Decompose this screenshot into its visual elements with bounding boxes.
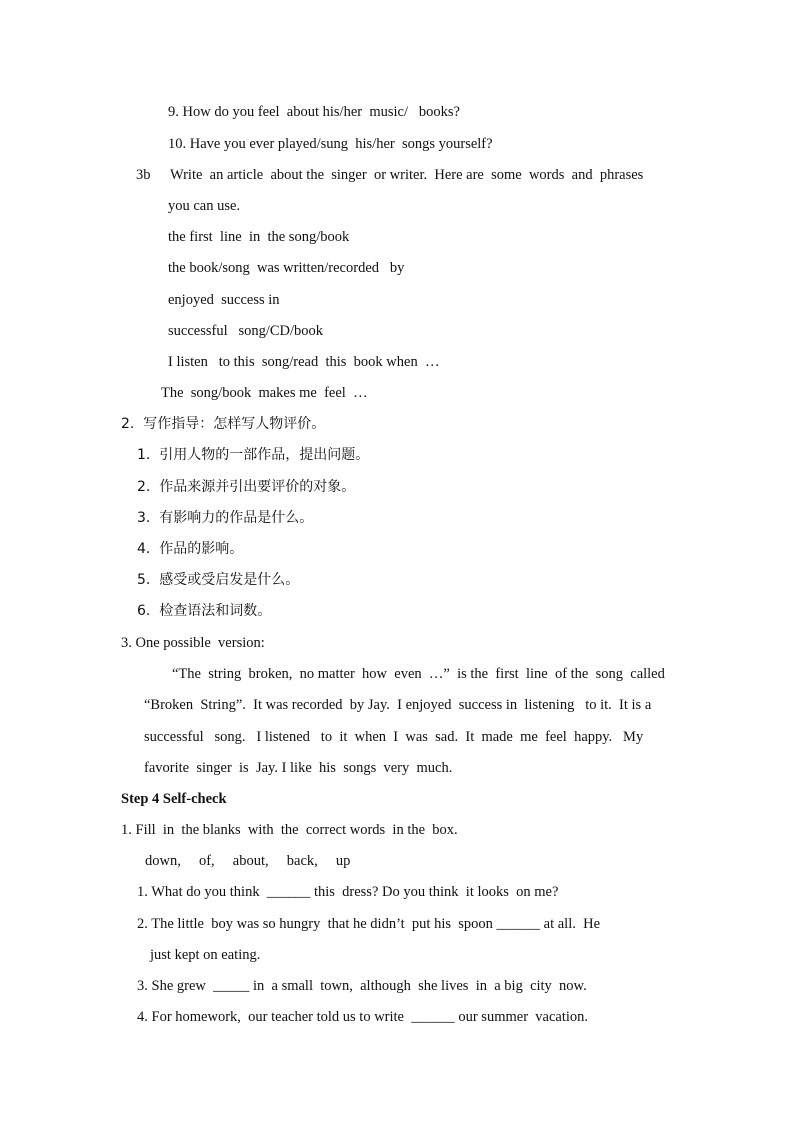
phrase-2: the book/song was written/recorded by — [168, 260, 405, 276]
fill-question-3: 3. She grew _____ in a small town, although she lives in a big city now. — [137, 978, 587, 994]
version-line-1: “The string broken, no matter how even …” is the first line of the song called — [172, 666, 665, 682]
writing-guide-item-3: 3. 有影响力的作品是什么。 — [137, 510, 314, 526]
phrase-6: The song/book makes me feel … — [161, 385, 368, 401]
phrase-4: successful song/CD/book — [168, 323, 324, 339]
word-box: down, of, about, back, up — [145, 853, 351, 869]
section-3b-instruction-cont: you can use. — [168, 198, 241, 214]
fill-question-2: 2. The little boy was so hungry that he didn’t put his spoon ______ at all. He — [137, 916, 601, 932]
phrase-5: I listen to this song/read this book when … — [168, 354, 440, 370]
fill-question-4: 4. For homework, our teacher told us to write ______ our summer vacation. — [137, 1009, 589, 1025]
version-line-3: successful song. I listened to it when I was sad. It made me feel happy. My — [144, 729, 644, 745]
step-4-heading: Step 4 Self-check — [121, 791, 227, 807]
question-9: 9. How do you feel about his/her music/ books? — [168, 104, 460, 120]
phrase-1: the first line in the song/book — [168, 229, 350, 245]
writing-guide-item-4: 4. 作品的影响。 — [137, 541, 244, 557]
phrase-3: enjoyed success in — [168, 292, 280, 308]
possible-version-heading: 3. One possible version: — [121, 635, 265, 651]
writing-guide-item-6: 6. 检查语法和词数。 — [137, 603, 272, 619]
section-3b-label: 3b — [136, 167, 151, 183]
writing-guide-heading: 2. 写作指导：怎样写人物评价。 — [121, 416, 326, 432]
writing-guide-item-1: 1. 引用人物的一部作品，提出问题。 — [137, 447, 370, 463]
fill-question-1: 1. What do you think ______ this dress? Do you think it looks on me? — [137, 884, 559, 900]
fill-blanks-heading: 1. Fill in the blanks with the correct words in the box. — [121, 822, 458, 838]
version-line-2: “Broken String”. It was recorded by Jay. I enjoyed success in listening to it. It is a — [144, 697, 652, 713]
writing-guide-item-2: 2. 作品来源并引出要评价的对象。 — [137, 479, 356, 495]
writing-guide-item-5: 5. 感受或受启发是什么。 — [137, 572, 300, 588]
section-3b-instruction: Write an article about the singer or writer. Here are some words and phrases — [170, 167, 644, 183]
fill-question-2-cont: just kept on eating. — [150, 947, 261, 963]
question-10: 10. Have you ever played/sung his/her songs yourself? — [168, 136, 493, 152]
version-line-4: favorite singer is Jay. I like his songs very much. — [144, 760, 453, 776]
